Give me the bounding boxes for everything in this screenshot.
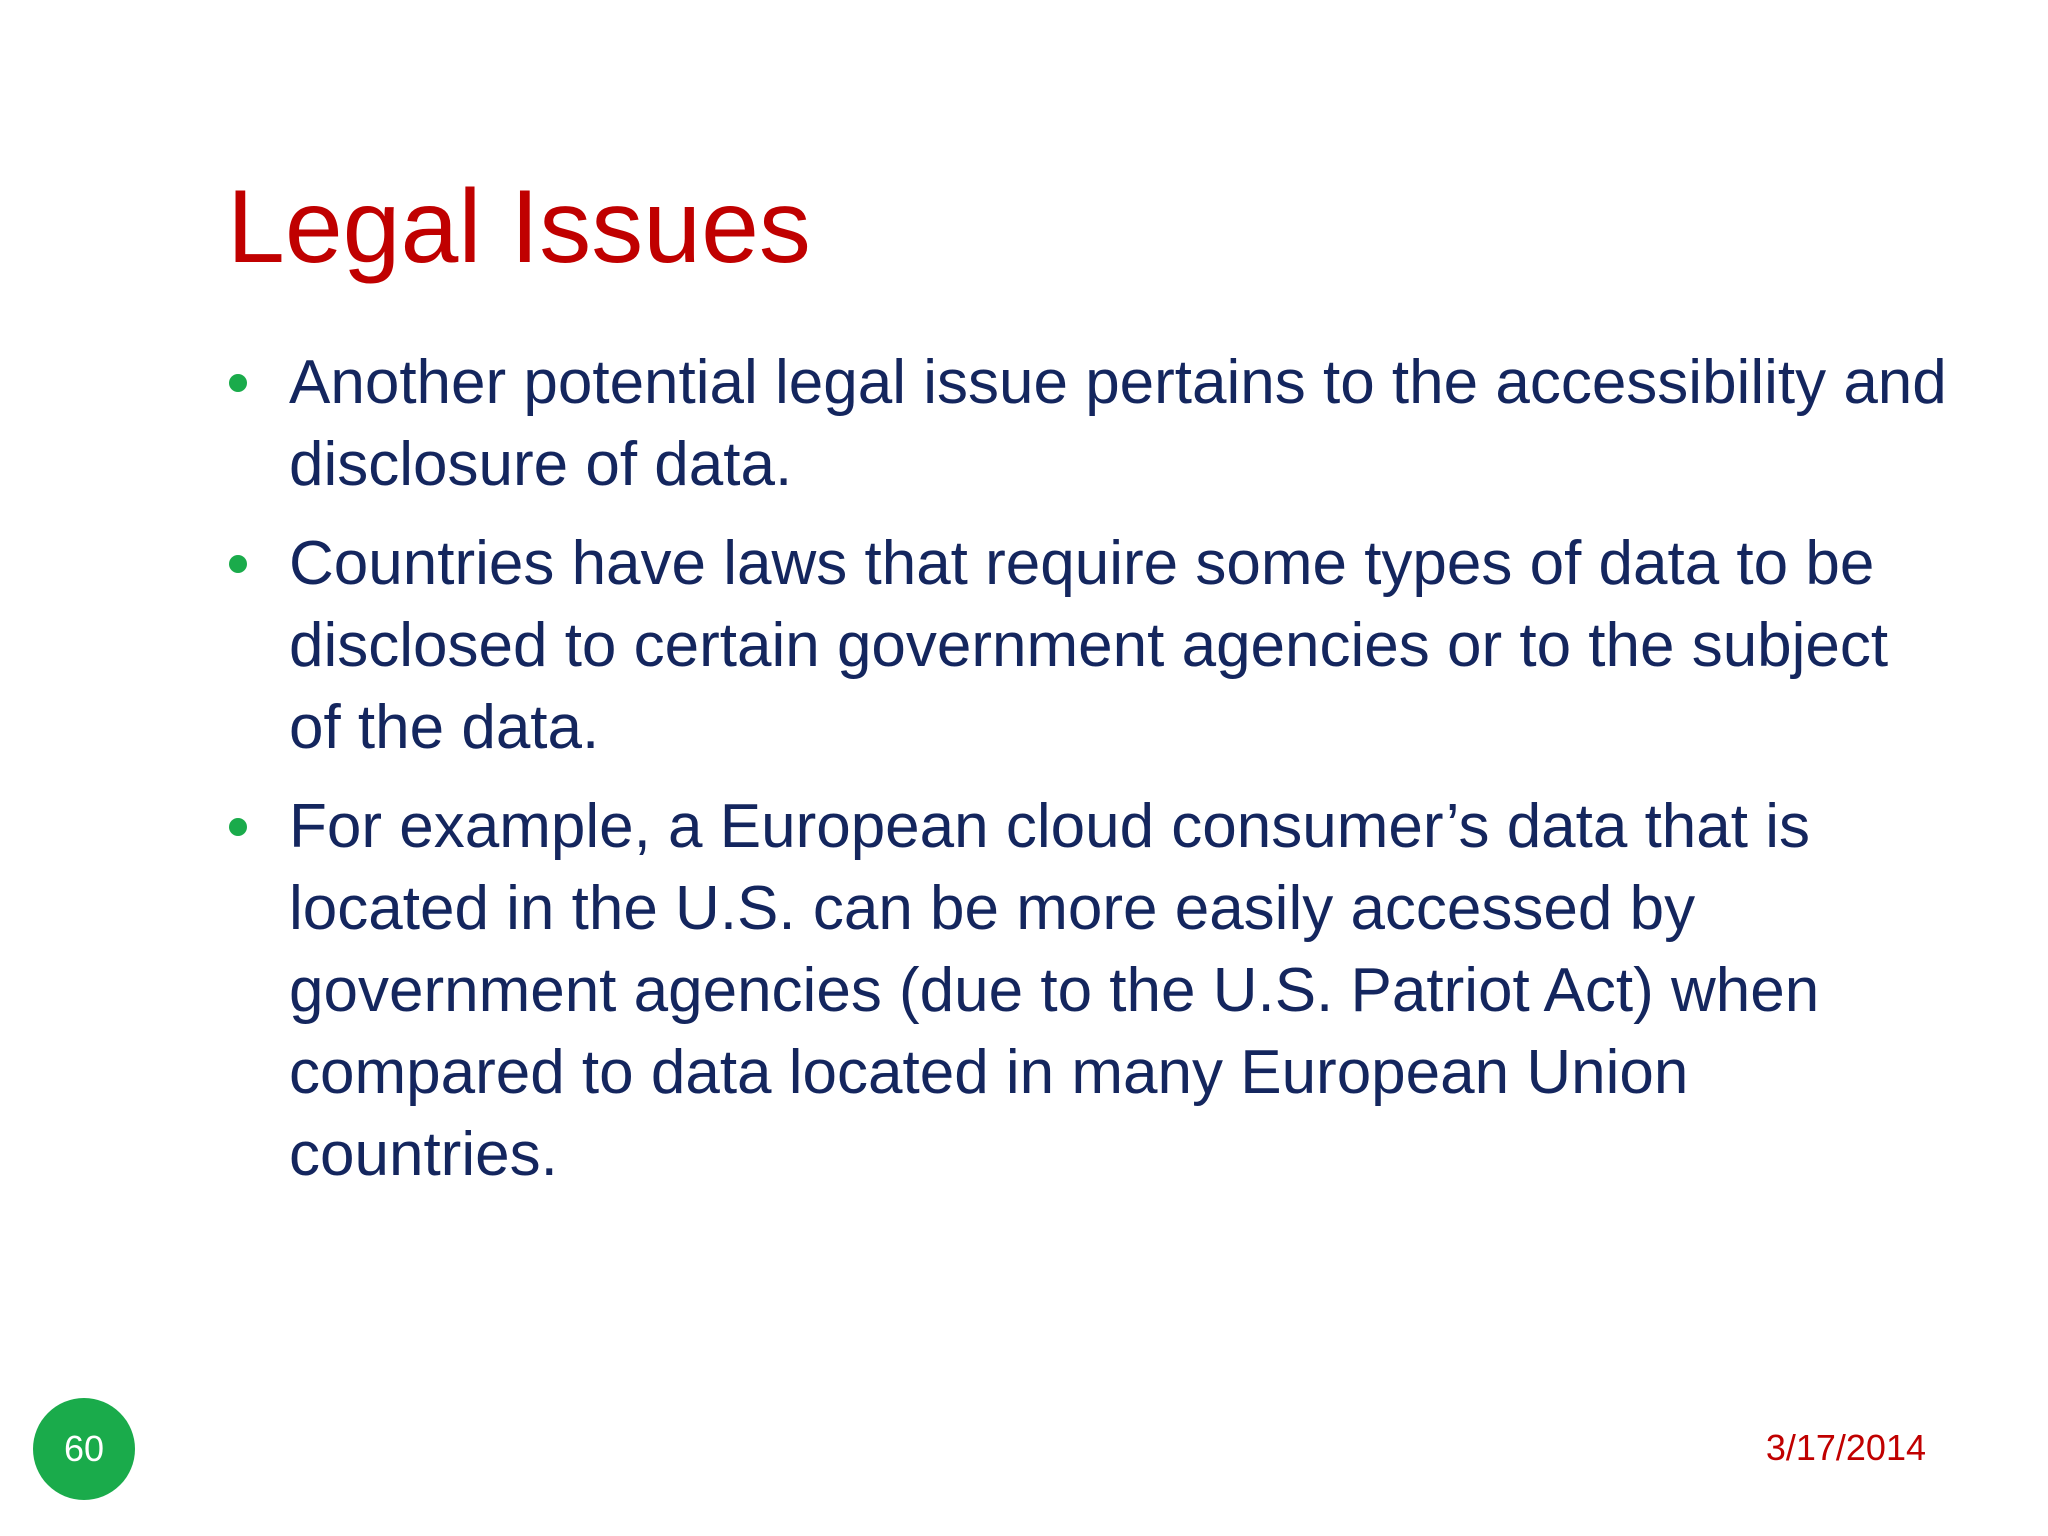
slide-number-badge: 60	[33, 1398, 135, 1500]
bullet-dot-icon	[229, 818, 247, 836]
bullet-text: Another potential legal issue pertains to the accessibility and disclosure of data.	[289, 348, 1947, 499]
slide-title: Legal Issues	[227, 169, 811, 285]
slide-date: 3/17/2014	[1765, 1427, 1926, 1468]
bullet-list	[227, 342, 1947, 1213]
bullet-item	[227, 786, 1947, 1196]
bullet-dot-icon	[229, 555, 247, 573]
bullet-dot-icon	[229, 374, 247, 392]
bullet-item	[227, 523, 1947, 769]
bullet-text: Countries have laws that require some types of data to be disclosed to certain government agencies or to the subject of the data.	[289, 529, 1889, 762]
bullet-text: For example, a European cloud consumer’s data that is located in the U.S. can be more easily accessed by government agencies (due to the U.S. Patriot Act) when compared to data located in many European Union countries.	[289, 792, 1820, 1189]
bullet-item	[227, 342, 1947, 506]
